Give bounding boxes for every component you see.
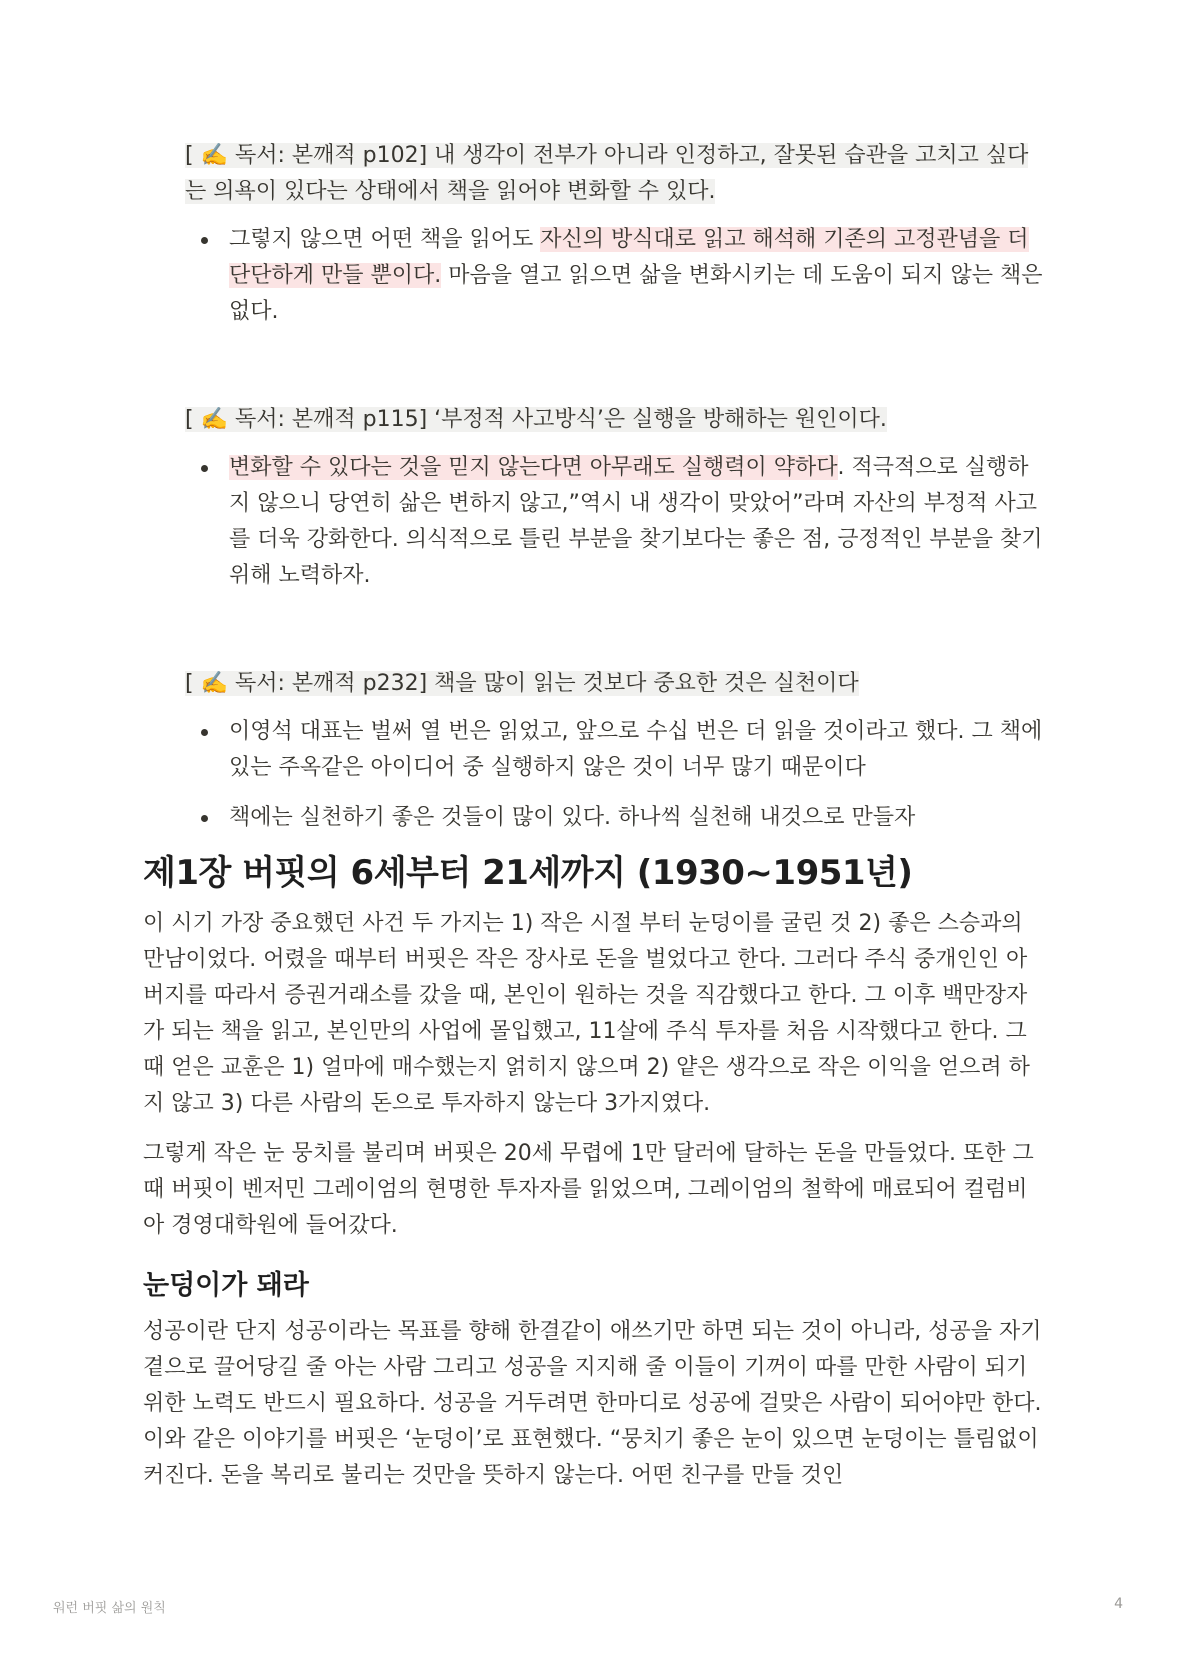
page-number: 4: [1114, 1596, 1123, 1612]
highlighted-text: 변화할 수 있다는 것을 믿지 않는다면 아무래도 실행력이 약하다: [229, 455, 838, 480]
note-bullets-1: [143, 222, 1043, 330]
section-paragraph: 성공이란 단지 성공이라는 목표를 향해 한결같이 애쓰기만 하면 되는 것이 아니라, 성공을 자기 곁으로 끌어당길 줄 아는 사람 그리고 성공을 지지해 줄 이들이 기꺼이 따를 만한 사람이 되기 위한 노력도 반드시 필요하다. 성공을 거두려면 한마디로 성공에 걸맞은 사람이 되어야만 한다. 이와 같은 이야기를 버핏은 ‘눈덩이’로 표현했다. “뭉치기 좋은 눈이 있으면 눈덩이는 틀림없이 커진다. 돈을 복리로 불리는 것만을 뜻하지 않는다. 어떤 친구를 만들 것인: [143, 1319, 1042, 1488]
highlighted-text: 자신의 방식대로 읽고 해석해 기존의 고정관념을 더 단단하게 만들 뿐이다.: [229, 227, 1029, 288]
reading-note-callout-3: [185, 666, 1043, 702]
list-item: 이영석 대표는 벌써 열 번은 읽었고, 앞으로 수십 번은 더 읽을 것이라고 했다. 그 책에 있는 주옥같은 아이디어 중 실행하지 않은 것이 너무 많기 때문이다: [229, 714, 1043, 786]
list-item: 변화할 수 있다는 것을 믿지 않는다면 아무래도 실행력이 약하다. 적극적으로 실행하지 않으니 당연히 삶은 변하지 않고,”역시 내 생각이 맞았어”라며 자산의 부정적 사고를 더욱 강화한다. 의식적으로 틀린 부분을 찾기보다는 좋은 점, 긍정적인 부분을 찾기 위해 노력하자.: [229, 450, 1043, 594]
footer-document-title: 워런 버핏 삶의 원칙: [53, 1601, 166, 1616]
reading-note-callout-2: [185, 402, 1043, 438]
section-heading: 눈덩이가 돼라: [143, 1270, 309, 1301]
callout-text: [ ✍️ 독서: 본깨적 p115] ‘부정적 사고방식’은 실행을 방해하는 원인이다.: [185, 407, 887, 432]
callout-text: [ ✍️ 독서: 본깨적 p102] 내 생각이 전부가 아니라 인정하고, 잘못된 습관을 고치고 싶다는 의욕이 있다는 상태에서 책을 읽어야 변화할 수 있다.: [185, 143, 1029, 204]
chapter-heading: 제1장 버핏의 6세부터 21세까지 (1930~1951년): [143, 853, 913, 893]
callout-text: [ ✍️ 독서: 본깨적 p232] 책을 많이 읽는 것보다 중요한 것은 실천이다: [185, 671, 859, 696]
note-bullets-3: [143, 714, 1043, 836]
list-item: 책에는 실천하기 좋은 것들이 많이 있다. 하나씩 실천해 내것으로 만들자: [229, 800, 1043, 836]
chapter-paragraph-2: 그렇게 작은 눈 뭉치를 불리며 버핏은 20세 무렵에 1만 달러에 달하는 돈을 만들었다. 또한 그 때 버핏이 벤저민 그레이엄의 현명한 투자자를 읽었으며, 그레이엄의 철학에 매료되어 컬럼비아 경영대학원에 들어갔다.: [143, 1141, 1034, 1238]
note-bullets-2: [143, 450, 1043, 594]
reading-note-callout-1: [185, 138, 1043, 210]
chapter-paragraph-1: 이 시기 가장 중요했던 사건 두 가지는 1) 작은 시절 부터 눈덩이를 굴린 것 2) 좋은 스승과의 만남이었다. 어렸을 때부터 버핏은 작은 장사로 돈을 벌었다고 한다. 그러다 주식 중개인인 아버지를 따라서 증권거래소를 갔을 때, 본인이 원하는 것을 직감했다고 한다. 그 이후 백만장자가 되는 책을 읽고, 본인만의 사업에 몰입했고, 11살에 주식 투자를 처음 시작했다고 한다. 그때 얻은 교훈은 1) 얼마에 매수했는지 얽히지 않으며 2) 얕은 생각으로 작은 이익을 얻으려 하지 않고 3) 다른 사람의 돈으로 투자하지 않는다 3가지였다.: [143, 911, 1030, 1116]
page-content: [143, 138, 1043, 1508]
list-item: 그렇지 않으면 어떤 책을 읽어도 자신의 방식대로 읽고 해석해 기존의 고정관념을 더 단단하게 만들 뿐이다. 마음을 열고 읽으면 삶을 변화시키는 데 도움이 되지 않는 책은 없다.: [229, 222, 1043, 330]
